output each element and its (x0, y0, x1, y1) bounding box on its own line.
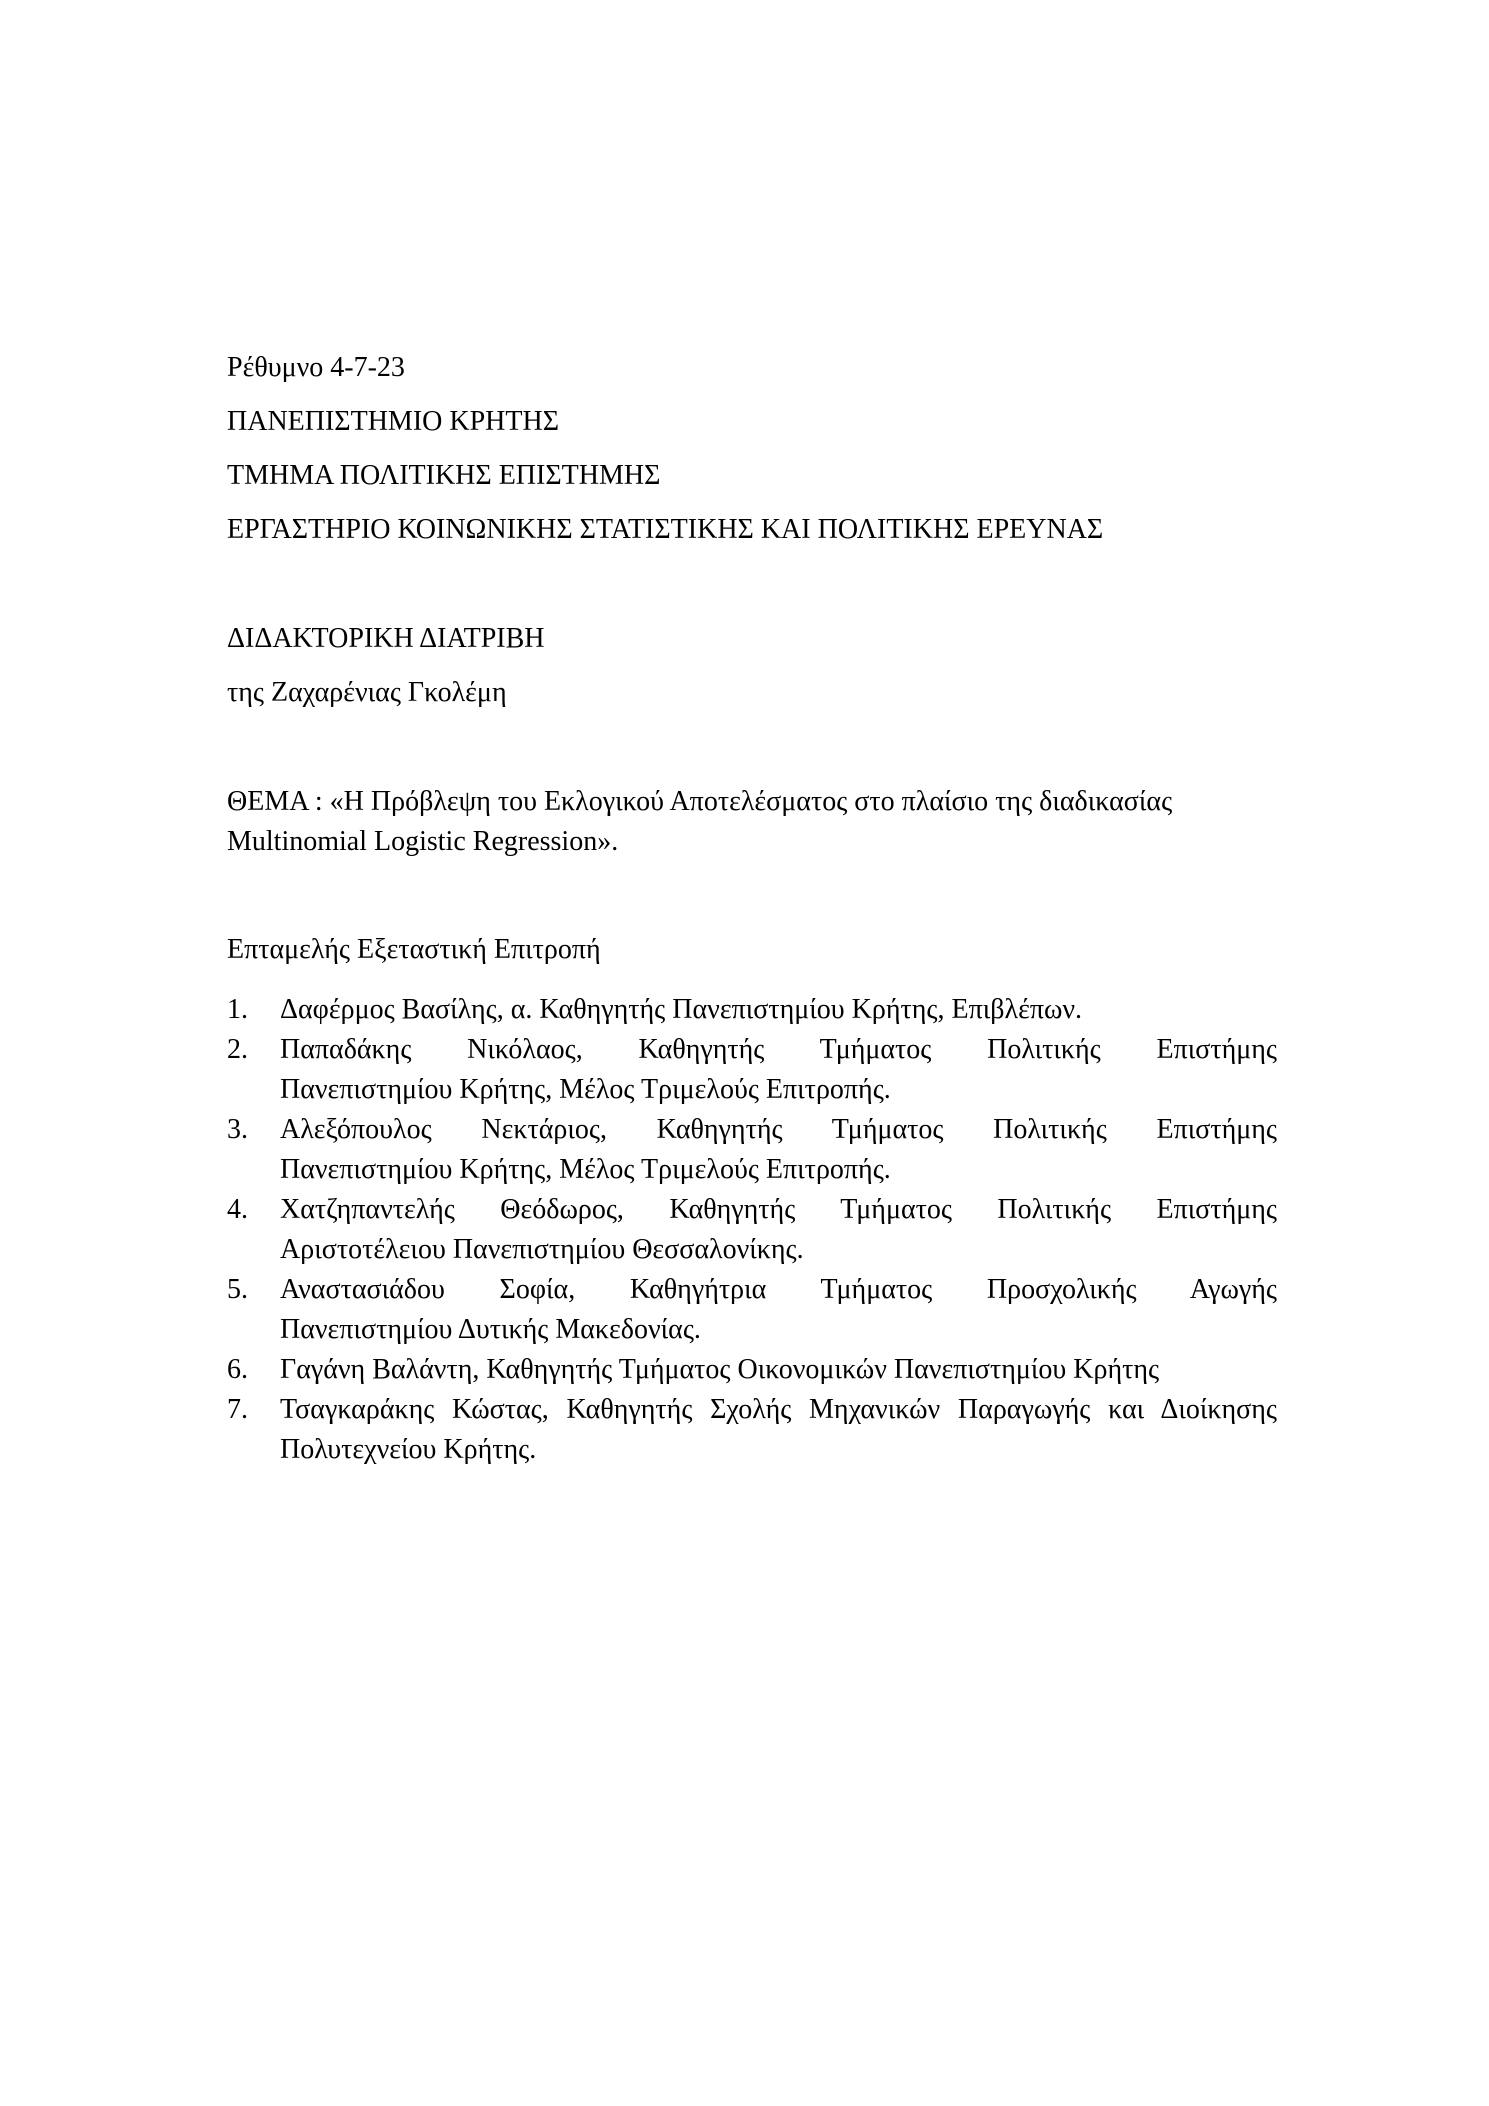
member-line-continued: Πανεπιστημίου Κρήτης, Μέλος Τριμελούς Επιτροπής. (280, 1074, 891, 1105)
university-name: ΠΑΝΕΠΙΣΤΗΜΙΟ ΚΡΗΤΗΣ (227, 406, 560, 437)
member-number: 2. (227, 1034, 248, 1065)
thesis-type: ΔΙΔΑΚΤΟΡΙΚΗ ΔΙΑΤΡΙΒΗ (227, 623, 545, 654)
member-line-continued: Πολυτεχνείου Κρήτης. (280, 1434, 537, 1465)
thesis-theme-line-2: Multinomial Logistic Regression». (227, 826, 619, 857)
committee-member (227, 1350, 1277, 1390)
committee-member (227, 1390, 1277, 1470)
committee-member (227, 990, 1277, 1030)
member-line: Αλεξόπουλος Νεκτάριος, Καθηγητής Τμήματος Πολιτικής Επιστήμης (280, 1114, 1277, 1145)
committee-member (227, 1110, 1277, 1190)
committee-member (227, 1270, 1277, 1350)
member-line-continued: Αριστοτέλειου Πανεπιστημίου Θεσσαλονίκης. (280, 1234, 804, 1265)
member-line: Παπαδάκης Νικόλαος, Καθηγητής Τμήματος Πολιτικής Επιστήμης (280, 1034, 1277, 1065)
committee-member (227, 1030, 1277, 1110)
committee-list (227, 990, 1277, 1470)
member-number: 1. (227, 994, 248, 1025)
thesis-theme (227, 782, 1277, 862)
member-number: 5. (227, 1274, 248, 1305)
department-name: ΤΜΗΜΑ ΠΟΛΙΤΙΚΗΣ ΕΠΙΣΤΗΜΗΣ (227, 460, 661, 491)
member-line-continued: Πανεπιστημίου Δυτικής Μακεδονίας. (280, 1314, 701, 1345)
thesis-theme-line-1: ΘΕΜΑ : «Η Πρόβλεψη του Εκλογικού Αποτελέσματος στο πλαίσιο της διαδικασίας (227, 786, 1173, 817)
member-number: 6. (227, 1354, 248, 1385)
member-line: Αναστασιάδου Σοφία, Καθηγήτρια Τμήματος Προσχολικής Αγωγής (280, 1274, 1277, 1305)
member-number: 4. (227, 1194, 248, 1225)
member-number: 3. (227, 1114, 248, 1145)
member-line-continued: Πανεπιστημίου Κρήτης, Μέλος Τριμελούς Επιτροπής. (280, 1154, 891, 1185)
committee-heading: Επταμελής Εξεταστική Επιτροπή (227, 934, 601, 965)
member-line: Χατζηπαντελής Θεόδωρος, Καθηγητής Τμήματος Πολιτικής Επιστήμης (280, 1194, 1277, 1225)
place-date: Ρέθυμνο 4-7-23 (227, 352, 405, 383)
member-number: 7. (227, 1394, 248, 1425)
committee-member (227, 1190, 1277, 1270)
laboratory-name: ΕΡΓΑΣΤΗΡΙΟ ΚΟΙΝΩΝΙΚΗΣ ΣΤΑΤΙΣΤΙΚΗΣ ΚΑΙ ΠΟΛΙΤΙΚΗΣ ΕΡΕΥΝΑΣ (227, 514, 1104, 545)
thesis-author: της Ζαχαρένιας Γκολέμη (227, 677, 507, 708)
member-line: Δαφέρμος Βασίλης, α. Καθηγητής Πανεπιστημίου Κρήτης, Επιβλέπων. (280, 994, 1083, 1025)
member-line: Τσαγκαράκης Κώστας, Καθηγητής Σχολής Μηχανικών Παραγωγής και Διοίκησης (280, 1394, 1277, 1425)
member-line: Γαγάνη Βαλάντη, Καθηγητής Τμήματος Οικονομικών Πανεπιστημίου Κρήτης (280, 1354, 1160, 1385)
